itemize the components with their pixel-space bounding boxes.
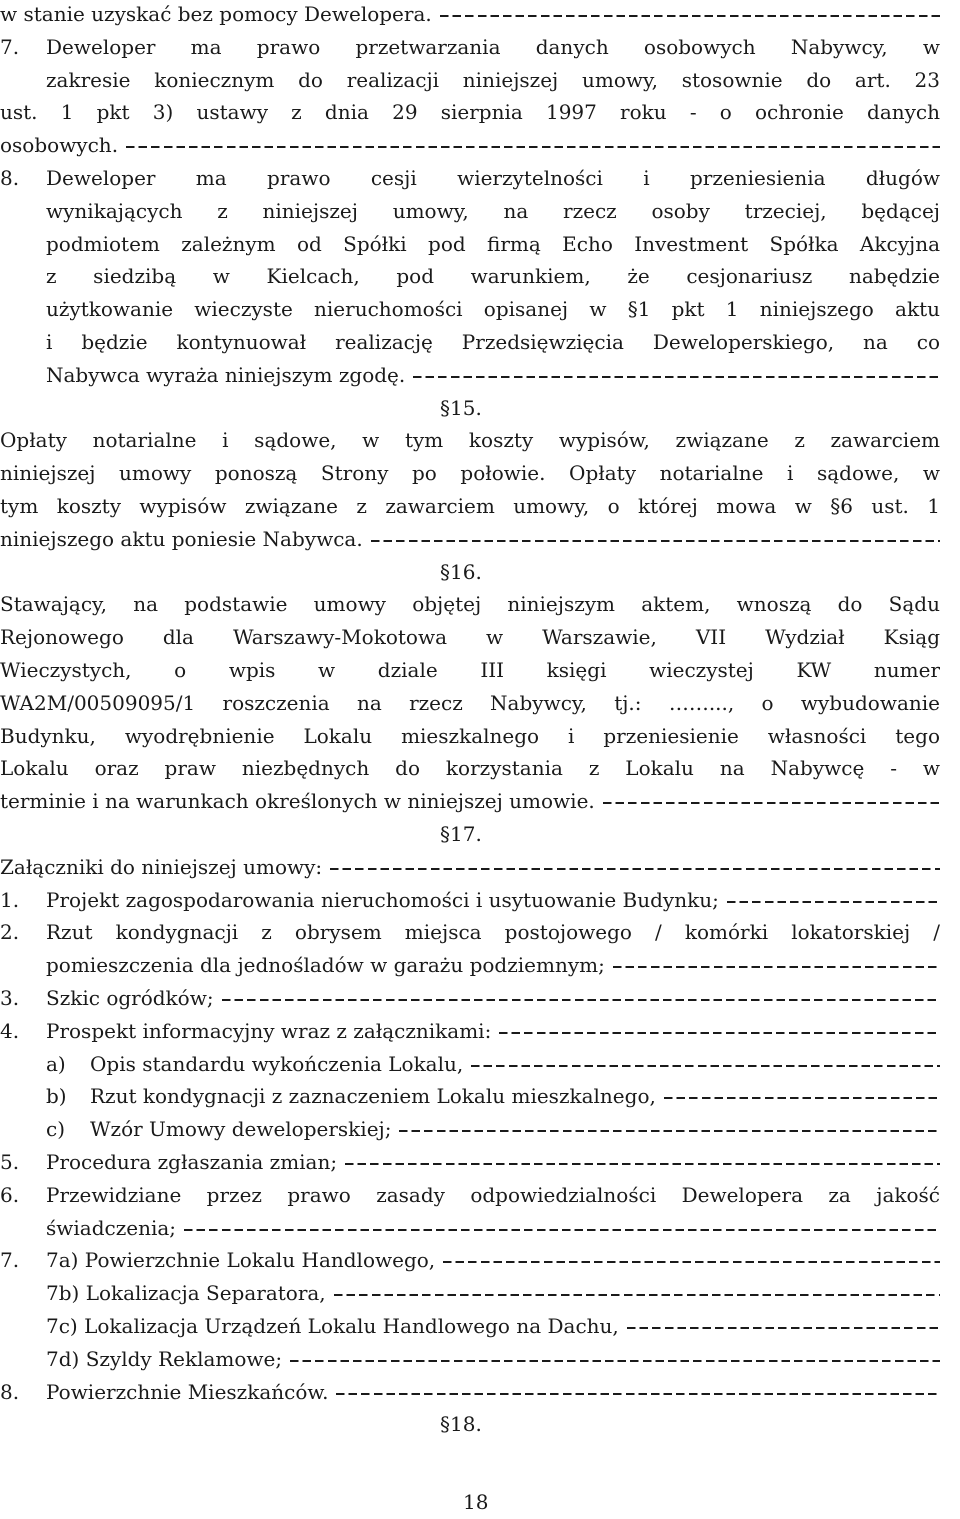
paragraph-text: Wzór Umowy deweloperskiej; bbox=[90, 1117, 392, 1142]
paragraph-text: z siedzibą w Kielcach, pod warunkiem, że cesjonariusz nabędzie bbox=[46, 264, 940, 289]
text-line bbox=[0, 654, 960, 687]
text-line bbox=[0, 785, 960, 818]
dash-filler bbox=[330, 868, 940, 870]
paragraph-text: tym koszty wypisów związane z zawarciem umowy, o której mowa w §6 ust. 1 bbox=[0, 494, 940, 518]
sub-item-label: b) bbox=[46, 1084, 67, 1109]
text-line bbox=[0, 424, 960, 457]
dash-filler bbox=[443, 1261, 940, 1263]
text-line bbox=[0, 1212, 960, 1245]
text-line bbox=[0, 162, 960, 195]
paragraph-text: Powierzchnie Mieszkańców. bbox=[46, 1379, 329, 1404]
section-heading: §18. bbox=[440, 1412, 482, 1437]
item-number: 7. bbox=[0, 1248, 20, 1273]
dash-filler bbox=[603, 802, 940, 804]
paragraph-text: WA2M/00509095/1 roszczenia na rzecz Nabywcy, tj.: ……..., o wybudowanie bbox=[0, 690, 940, 715]
item-number: 2. bbox=[0, 920, 20, 945]
text-line bbox=[0, 687, 960, 720]
paragraph-text: 7b) Lokalizacja Separatora, bbox=[46, 1281, 326, 1306]
text-line bbox=[0, 260, 960, 293]
text-line bbox=[0, 1244, 960, 1277]
section-heading: §16. bbox=[440, 559, 482, 584]
text-line bbox=[0, 1048, 960, 1081]
paragraph-text: niniejszej umowy ponoszą Strony po połowie. Opłaty notarialne i sądowe, w bbox=[0, 461, 940, 486]
paragraph-text: Procedura zgłaszania zmian; bbox=[46, 1150, 338, 1174]
text-line bbox=[0, 982, 960, 1015]
paragraph-text: 7d) Szyldy Reklamowe; bbox=[46, 1346, 283, 1371]
paragraph-text: Prospekt informacyjny wraz z załącznikami: bbox=[46, 1018, 492, 1043]
dash-filler bbox=[627, 1327, 940, 1329]
paragraph-text: użytkowanie wieczyste nieruchomości opisanej w §1 pkt 1 niniejszego aktu bbox=[46, 297, 940, 322]
item-number: 1. bbox=[0, 887, 20, 912]
paragraph-text: i będzie kontynuował realizację Przedsięwzięcia Deweloperskiego, na co bbox=[46, 330, 940, 354]
paragraph-text: Załączniki do niniejszej umowy: bbox=[0, 854, 323, 879]
paragraph-text: Deweloper ma prawo przetwarzania danych osobowych Nabywcy, w bbox=[46, 34, 940, 59]
text-line bbox=[0, 1179, 960, 1212]
dash-filler bbox=[290, 1360, 940, 1362]
text-line bbox=[0, 457, 960, 490]
paragraph-text: Deweloper ma prawo cesji wierzytelności i przeniesienia długów bbox=[46, 166, 940, 190]
dash-filler bbox=[184, 1229, 940, 1231]
section-heading: §15. bbox=[440, 395, 482, 420]
text-line bbox=[0, 1376, 960, 1409]
item-number: 5. bbox=[0, 1150, 20, 1174]
text-line bbox=[0, 720, 960, 753]
sub-item-label: c) bbox=[46, 1117, 66, 1142]
text-line bbox=[0, 359, 960, 392]
text-line bbox=[0, 490, 960, 523]
paragraph-text: w stanie uzyskać bez pomocy Dewelopera. bbox=[0, 2, 432, 26]
text-line bbox=[0, 195, 960, 228]
paragraph-text: Przewidziane przez prawo zasady odpowiedzialności Dewelopera za jakość bbox=[46, 1182, 940, 1207]
text-line bbox=[0, 1146, 960, 1179]
dash-filler bbox=[499, 1032, 940, 1034]
text-line bbox=[0, 1113, 960, 1146]
paragraph-text: Wieczystych, o wpis w dziale III księgi wieczystej KW numer bbox=[0, 658, 940, 682]
paragraph-text: Projekt zagospodarowania nieruchomości i usytuowanie Budynku; bbox=[46, 887, 719, 912]
paragraph-text: Rejonowego dla Warszawy-Mokotowa w Warszawie, VII Wydział Ksiąg bbox=[0, 625, 940, 650]
paragraph-text: Rzut kondygnacji z zaznaczeniem Lokalu mieszkalnego, bbox=[90, 1084, 656, 1109]
text-line bbox=[0, 851, 960, 884]
paragraph-text: terminie i na warunkach określonych w niniejszej umowie. bbox=[0, 789, 595, 814]
section-heading: §17. bbox=[440, 822, 482, 846]
item-number: 8. bbox=[0, 166, 20, 190]
dash-filler bbox=[371, 540, 940, 542]
item-number: 4. bbox=[0, 1018, 20, 1043]
paragraph-text: Budynku, wyodrębnienie Lokalu mieszkalnego i przeniesienie własności tego bbox=[0, 723, 940, 748]
text-line bbox=[0, 523, 960, 556]
text-line bbox=[0, 1015, 960, 1048]
item-number: 7. bbox=[0, 34, 20, 59]
paragraph-text: Szkic ogródków; bbox=[46, 986, 214, 1010]
dash-filler bbox=[126, 146, 940, 148]
paragraph-text: ust. 1 pkt 3) ustawy z dnia 29 sierpnia 1997 roku - o ochronie danych bbox=[0, 100, 940, 125]
text-line bbox=[0, 96, 960, 129]
text-line bbox=[0, 949, 960, 982]
text-line bbox=[0, 293, 960, 326]
paragraph-text: Stawający, na podstawie umowy objętej niniejszym aktem, wnoszą do Sądu bbox=[0, 592, 940, 617]
text-line bbox=[0, 1080, 960, 1113]
sub-item-label: a) bbox=[46, 1051, 66, 1076]
paragraph-text: Opłaty notarialne i sądowe, w tym koszty wypisów, związane z zawarciem bbox=[0, 428, 940, 453]
dash-filler bbox=[727, 901, 940, 903]
text-line bbox=[0, 588, 960, 621]
paragraph-text: Lokalu oraz praw niezbędnych do korzystania z Lokalu na Nabywcę - w bbox=[0, 756, 940, 781]
paragraph-text: niniejszego aktu poniesie Nabywca. bbox=[0, 526, 363, 551]
item-number: 6. bbox=[0, 1182, 20, 1207]
dash-filler bbox=[413, 376, 940, 378]
page-number: 18 bbox=[463, 1490, 489, 1514]
dash-filler bbox=[222, 999, 940, 1001]
paragraph-text: zakresie koniecznym do realizacji niniejszej umowy, stosownie do art. 23 bbox=[46, 67, 940, 92]
text-line bbox=[0, 1343, 960, 1376]
text-line bbox=[0, 1310, 960, 1343]
paragraph-text: świadczenia; bbox=[46, 1215, 177, 1240]
item-number: 8. bbox=[0, 1379, 20, 1404]
paragraph-text: pomieszczenia dla jednośladów w garażu podziemnym; bbox=[46, 953, 605, 978]
paragraph-text: osobowych. bbox=[0, 133, 119, 158]
paragraph-text: wynikających z niniejszej umowy, na rzecz osoby trzeciej, będącej bbox=[46, 198, 940, 223]
dash-filler bbox=[664, 1097, 940, 1099]
dash-filler bbox=[399, 1130, 940, 1132]
paragraph-text: podmiotem zależnym od Spółki pod firmą Echo Investment Spółka Akcyjna bbox=[46, 231, 940, 256]
paragraph-text: Opis standardu wykończenia Lokalu, bbox=[90, 1051, 464, 1076]
dash-filler bbox=[613, 966, 940, 968]
section-heading-line bbox=[0, 556, 960, 589]
text-line bbox=[0, 326, 960, 359]
item-number: 3. bbox=[0, 986, 20, 1010]
section-heading-line bbox=[0, 392, 960, 425]
section-heading-line bbox=[0, 818, 960, 851]
text-line bbox=[0, 228, 960, 261]
text-line bbox=[0, 129, 960, 162]
text-line bbox=[0, 0, 960, 31]
dash-filler bbox=[440, 15, 940, 17]
dash-filler bbox=[345, 1163, 940, 1165]
text-line bbox=[0, 752, 960, 785]
text-line bbox=[0, 64, 960, 97]
paragraph-text: 7a) Powierzchnie Lokalu Handlowego, bbox=[46, 1248, 436, 1273]
paragraph-text: Rzut kondygnacji z obrysem miejsca postojowego / komórki lokatorskiej / bbox=[46, 920, 940, 945]
section-heading-line bbox=[0, 1408, 960, 1441]
paragraph-text: Nabywca wyraża niniejszym zgodę. bbox=[46, 362, 406, 387]
dash-filler bbox=[336, 1393, 940, 1395]
paragraph-text: 7c) Lokalizacja Urządzeń Lokalu Handlowego na Dachu, bbox=[46, 1314, 619, 1338]
text-line bbox=[0, 884, 960, 917]
text-line bbox=[0, 916, 960, 949]
dash-filler bbox=[334, 1294, 940, 1296]
text-line bbox=[0, 1277, 960, 1310]
text-line bbox=[0, 621, 960, 654]
text-line bbox=[0, 31, 960, 64]
dash-filler bbox=[471, 1065, 940, 1067]
